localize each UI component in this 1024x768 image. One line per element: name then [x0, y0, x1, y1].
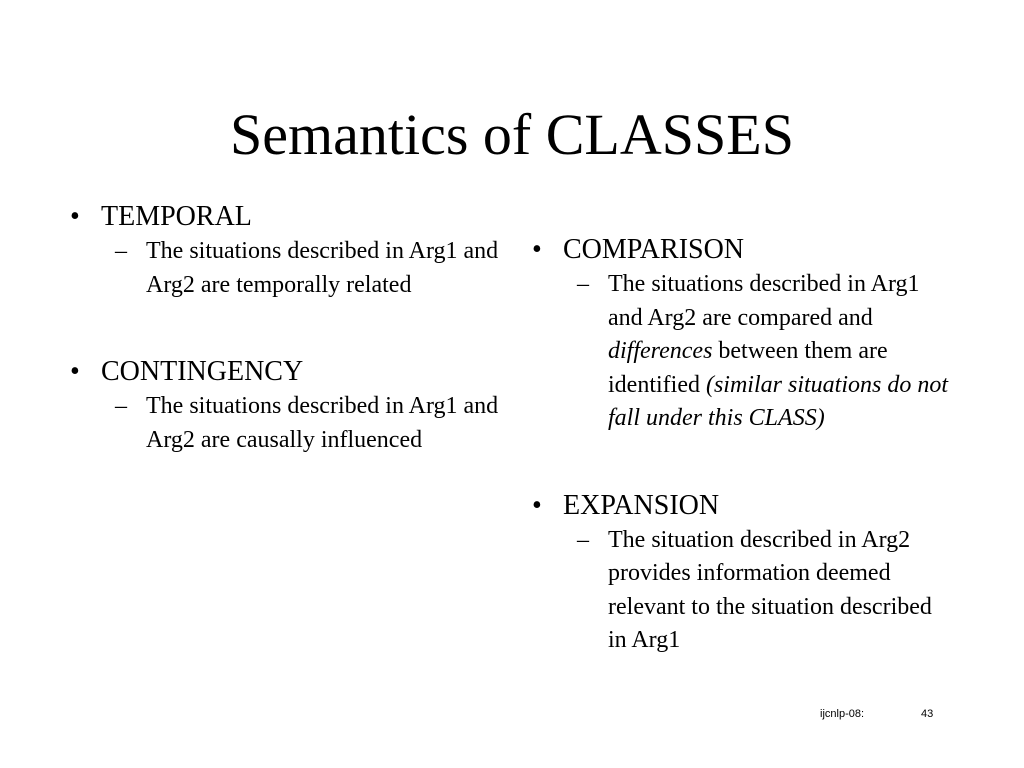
temporal-description-text: The situations described in Arg1 and Arg2 are temporally related — [146, 238, 499, 298]
expansion-heading: EXPANSION — [563, 489, 720, 521]
slide-title: Semantics of CLASSES — [230, 102, 794, 167]
temporal-heading: TEMPORAL — [101, 201, 252, 232]
dash-marker: – — [115, 393, 127, 419]
comparison-description — [532, 268, 952, 436]
expansion-description — [532, 524, 952, 658]
expansion-description-text: The situation described in Arg2 provides information deemed relevant to the situation described in Arg1 — [608, 526, 932, 653]
bullet-expansion — [532, 488, 952, 524]
dash-marker: – — [577, 271, 589, 297]
comparison-desc-part1: The situations described in Arg1 and Arg2 are compared and — [608, 271, 920, 331]
contingency-heading: CONTINGENCY — [101, 356, 304, 387]
contingency-description-text: The situations described in Arg1 and Arg2 are causally influenced — [146, 393, 499, 453]
dash-marker: – — [577, 526, 589, 553]
left-column — [70, 199, 510, 457]
comparison-heading: COMPARISON — [563, 234, 745, 265]
bullet-dot: • — [532, 489, 542, 521]
contingency-description — [70, 390, 510, 457]
bullet-dot: • — [70, 201, 80, 232]
comparison-desc-part2: between them are identified — [608, 338, 888, 398]
footer-source: ijcnlp-08: — [820, 708, 865, 720]
page-number: 43 — [921, 708, 934, 720]
bullet-dot: • — [532, 234, 542, 265]
comparison-desc-note: (similar situations do not fall under this CLASS) — [608, 371, 948, 431]
bullet-comparison — [532, 232, 952, 268]
bullet-contingency — [70, 354, 510, 390]
bullet-temporal — [70, 199, 510, 235]
right-column — [532, 232, 952, 658]
comparison-desc-emphasis: differences — [608, 338, 713, 364]
bullet-dot: • — [70, 356, 80, 387]
temporal-description — [70, 235, 510, 302]
dash-marker: – — [115, 238, 127, 264]
